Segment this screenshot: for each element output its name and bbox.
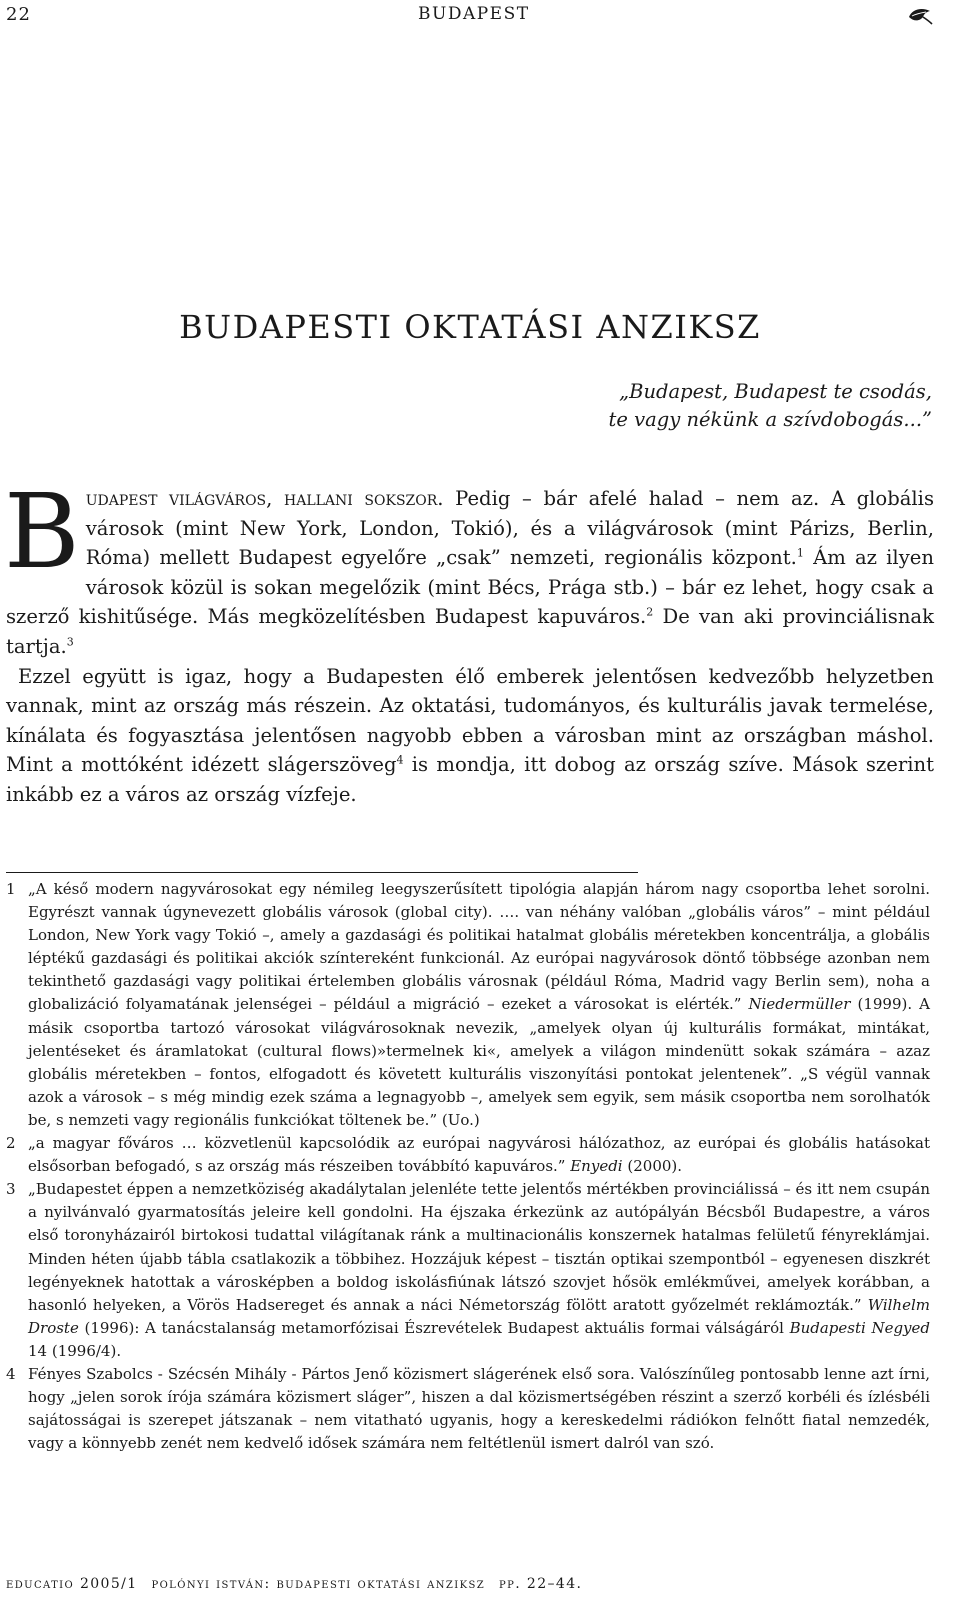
paragraph-1-text-b: Ám az ilyen városok közül is sokan megelőzik (mint Bécs, Prága stb.) – bár ez lehet, hogy csak a szerző kishitűsége. Más megközelítésben Budapest kapuváros. <box>6 546 934 629</box>
footnote-4 <box>6 1363 930 1455</box>
footnote-author: Enyedi <box>570 1157 623 1176</box>
paragraph-1-text-c: De van aki provinciálisnak tartja. <box>6 605 934 658</box>
footnote-journal: Budapesti Negyed <box>789 1318 930 1337</box>
footnote-divider <box>6 872 638 873</box>
epigraph <box>372 378 932 434</box>
footnote-ref-3[interactable]: 3 <box>66 635 74 649</box>
footnote-number: 3 <box>6 1180 16 1199</box>
footer-pages: pp. 22–44. <box>498 1576 583 1592</box>
footnote-number: 1 <box>6 880 16 898</box>
footnotes <box>6 878 930 1455</box>
paragraph-2-text-b: is mondja, itt dobog az ország szíve. Mások szerint inkább ez a város az ország vízfeje. <box>6 753 934 806</box>
paragraph-2 <box>6 662 934 810</box>
footnote-author: Niedermüller <box>748 995 851 1014</box>
page-number: 22 <box>6 4 31 25</box>
footnote-text: (1996): A tanácstalanság metamorfózisai Észrevételek Budapest aktuális formai válságáról <box>78 1318 790 1337</box>
running-head <box>0 4 960 28</box>
running-head-section: BUDAPEST <box>418 4 530 24</box>
footer-author-title: polónyi istván: budapesti oktatási anziksz <box>151 1576 486 1592</box>
article-title: BUDAPESTI OKTATÁSI ANZIKSZ <box>179 308 761 346</box>
paragraph-1 <box>4 472 935 662</box>
epigraph-line-2: te vagy nékünk a szívdobogás...” <box>608 408 932 431</box>
footnote-2 <box>6 1132 930 1178</box>
footnote-text: (2000). <box>622 1157 683 1176</box>
footnote-number: 2 <box>6 1134 16 1153</box>
paragraph-2-text-a: Ezzel együtt is igaz, hogy a Budapesten élő emberek jelentősen kedvezőbb helyzetben vannak, mint az ország más részein. Az oktatási, tudományos, és kulturális javak termelése, kínálata és fogyasztása jelentősen nagyobb ebben a városban mint az országban máshol. Mint a mottóként idézett slágerszöveg <box>6 664 934 777</box>
footnote-text: Fényes Szabolcs - Szécsén Mihály - Pártos Jenő közismert slágerének első sora. Valószínűleg pontosabb lenne azt írni, hogy „jelen sorok írója számára közismert sláger”, hiszen a dal közismertségében részint a szerző korbéli és ízlésbéli sajátosságai is szerepet játszanak – nem vitatható ugyanis, hogy a kereskedelmi rádiókon felnőtt fiatal nemzedék, vagy a könnyebb zenét nem kedvelő idősek számára nem feltétlenül ismert dalról van szó. <box>28 1364 930 1453</box>
leaf-ornament-icon <box>906 4 934 26</box>
footnote-text: „A késő modern nagyvárosokat egy némileg leegyszerűsített tipológia alapján három nagy csoportba lehet sorolni. Egyrészt vannak úgynevezett globális városok (global city). …. van néhány valóban „globális város” – mint például London, New York vagy Tokió –, amely a gazdasági és politikai hatalmat globális méretekben koncentrálja, a globális léptékű gazdasági és politikai akciók színtereként funkcionál. Az európai nagyvárosok döntő többsége azonban nem tekinthető gazdasági vagy politikai értelemben globális városnak (például Róma, Madrid vagy Berlin sem), noha a globalizáció folyamatának jelenségei – például a migráció – ezeket a városokat is elérték.” <box>28 880 930 1014</box>
paragraph-1-text-a: Pedig – bár afelé halad – nem az. A globális városok (mint New York, London, Tokió), és a világvárosok (mint Párizs, Berlin, Róma) mellett Budapest egyelőre „csak” nemzeti, regionális központ. <box>85 487 935 570</box>
body-text <box>4 472 935 810</box>
epigraph-line-1: „Budapest, Budapest te csodás, <box>619 380 932 403</box>
page-footer <box>6 1576 706 1592</box>
footnote-3 <box>6 1178 930 1363</box>
footnote-ref-1[interactable]: 1 <box>796 546 804 560</box>
footnote-text: „a magyar főváros … közvetlenül kapcsolódik az európai nagyvárosi hálózathoz, az európai és globális hatásokat elsősorban befogadó, s az ország más részeiben továbbító kapuváros.” <box>28 1134 930 1176</box>
footnote-ref-4[interactable]: 4 <box>396 753 404 767</box>
footnote-text: (1999). A másik csoportba tartozó városokat világvárosoknak nevezik, „amelyek olyan új kulturális formákat, mintákat, jelentéseket és áramlatokat (cultural flows)»termelnek ki«, amelyek a világon mindenütt sokak számára – azaz globális méretekben – fontos, elfogadott és követett kulturális viszonyítási pontokat jelentenek”. „S végül vannak azok a városok – s még mindig ezek száma a legnagyobb –, amelyek sem egyik, sem másik csoportba nem sorolhatók be, s nemzeti vagy regionális funkciókat töltenek be.” (Uo.) <box>28 995 930 1129</box>
footnote-ref-2[interactable]: 2 <box>646 605 654 619</box>
footnote-text: „Budapestet éppen a nemzetköziség akadálytalan jelenléte tette jelentős mértékben provinciálissá – és itt nem csupán a nyilvánvaló gyarmatosítás jeleire kell gondolni. Ha éjszaka érkezünk az autópályán Bécsből Budapestre, a város első toronyházairól birtokosi tudattal világítanak ránk a multinacionális konszernek hatalmas felületű fényreklámjai. Minden héten újabb tábla csatlakozik a többihez. Hozzájuk képest – tisztán optikai szempontból – egyenesen diszkrét legényeknek hatottak a városképben a boldog iskolásfiúnak látszó szovjet hősök emlékművei, amelyek korábban, a hasonló helyeken, a Vörös Hadsereget és annak a náci Németország fölött aratott győzelmét reklámozták.” <box>28 1180 930 1314</box>
footnote-1 <box>6 878 930 1132</box>
footer-journal: educatio 2005/1 <box>6 1576 138 1592</box>
footnote-text: 14 (1996/4). <box>28 1341 122 1360</box>
footnote-number: 4 <box>6 1364 16 1383</box>
opening-small-caps: udapest világváros, hallani sokszor. <box>85 487 444 510</box>
drop-cap: B <box>4 472 80 592</box>
footnote-author: Wilhelm Droste <box>28 1295 930 1337</box>
